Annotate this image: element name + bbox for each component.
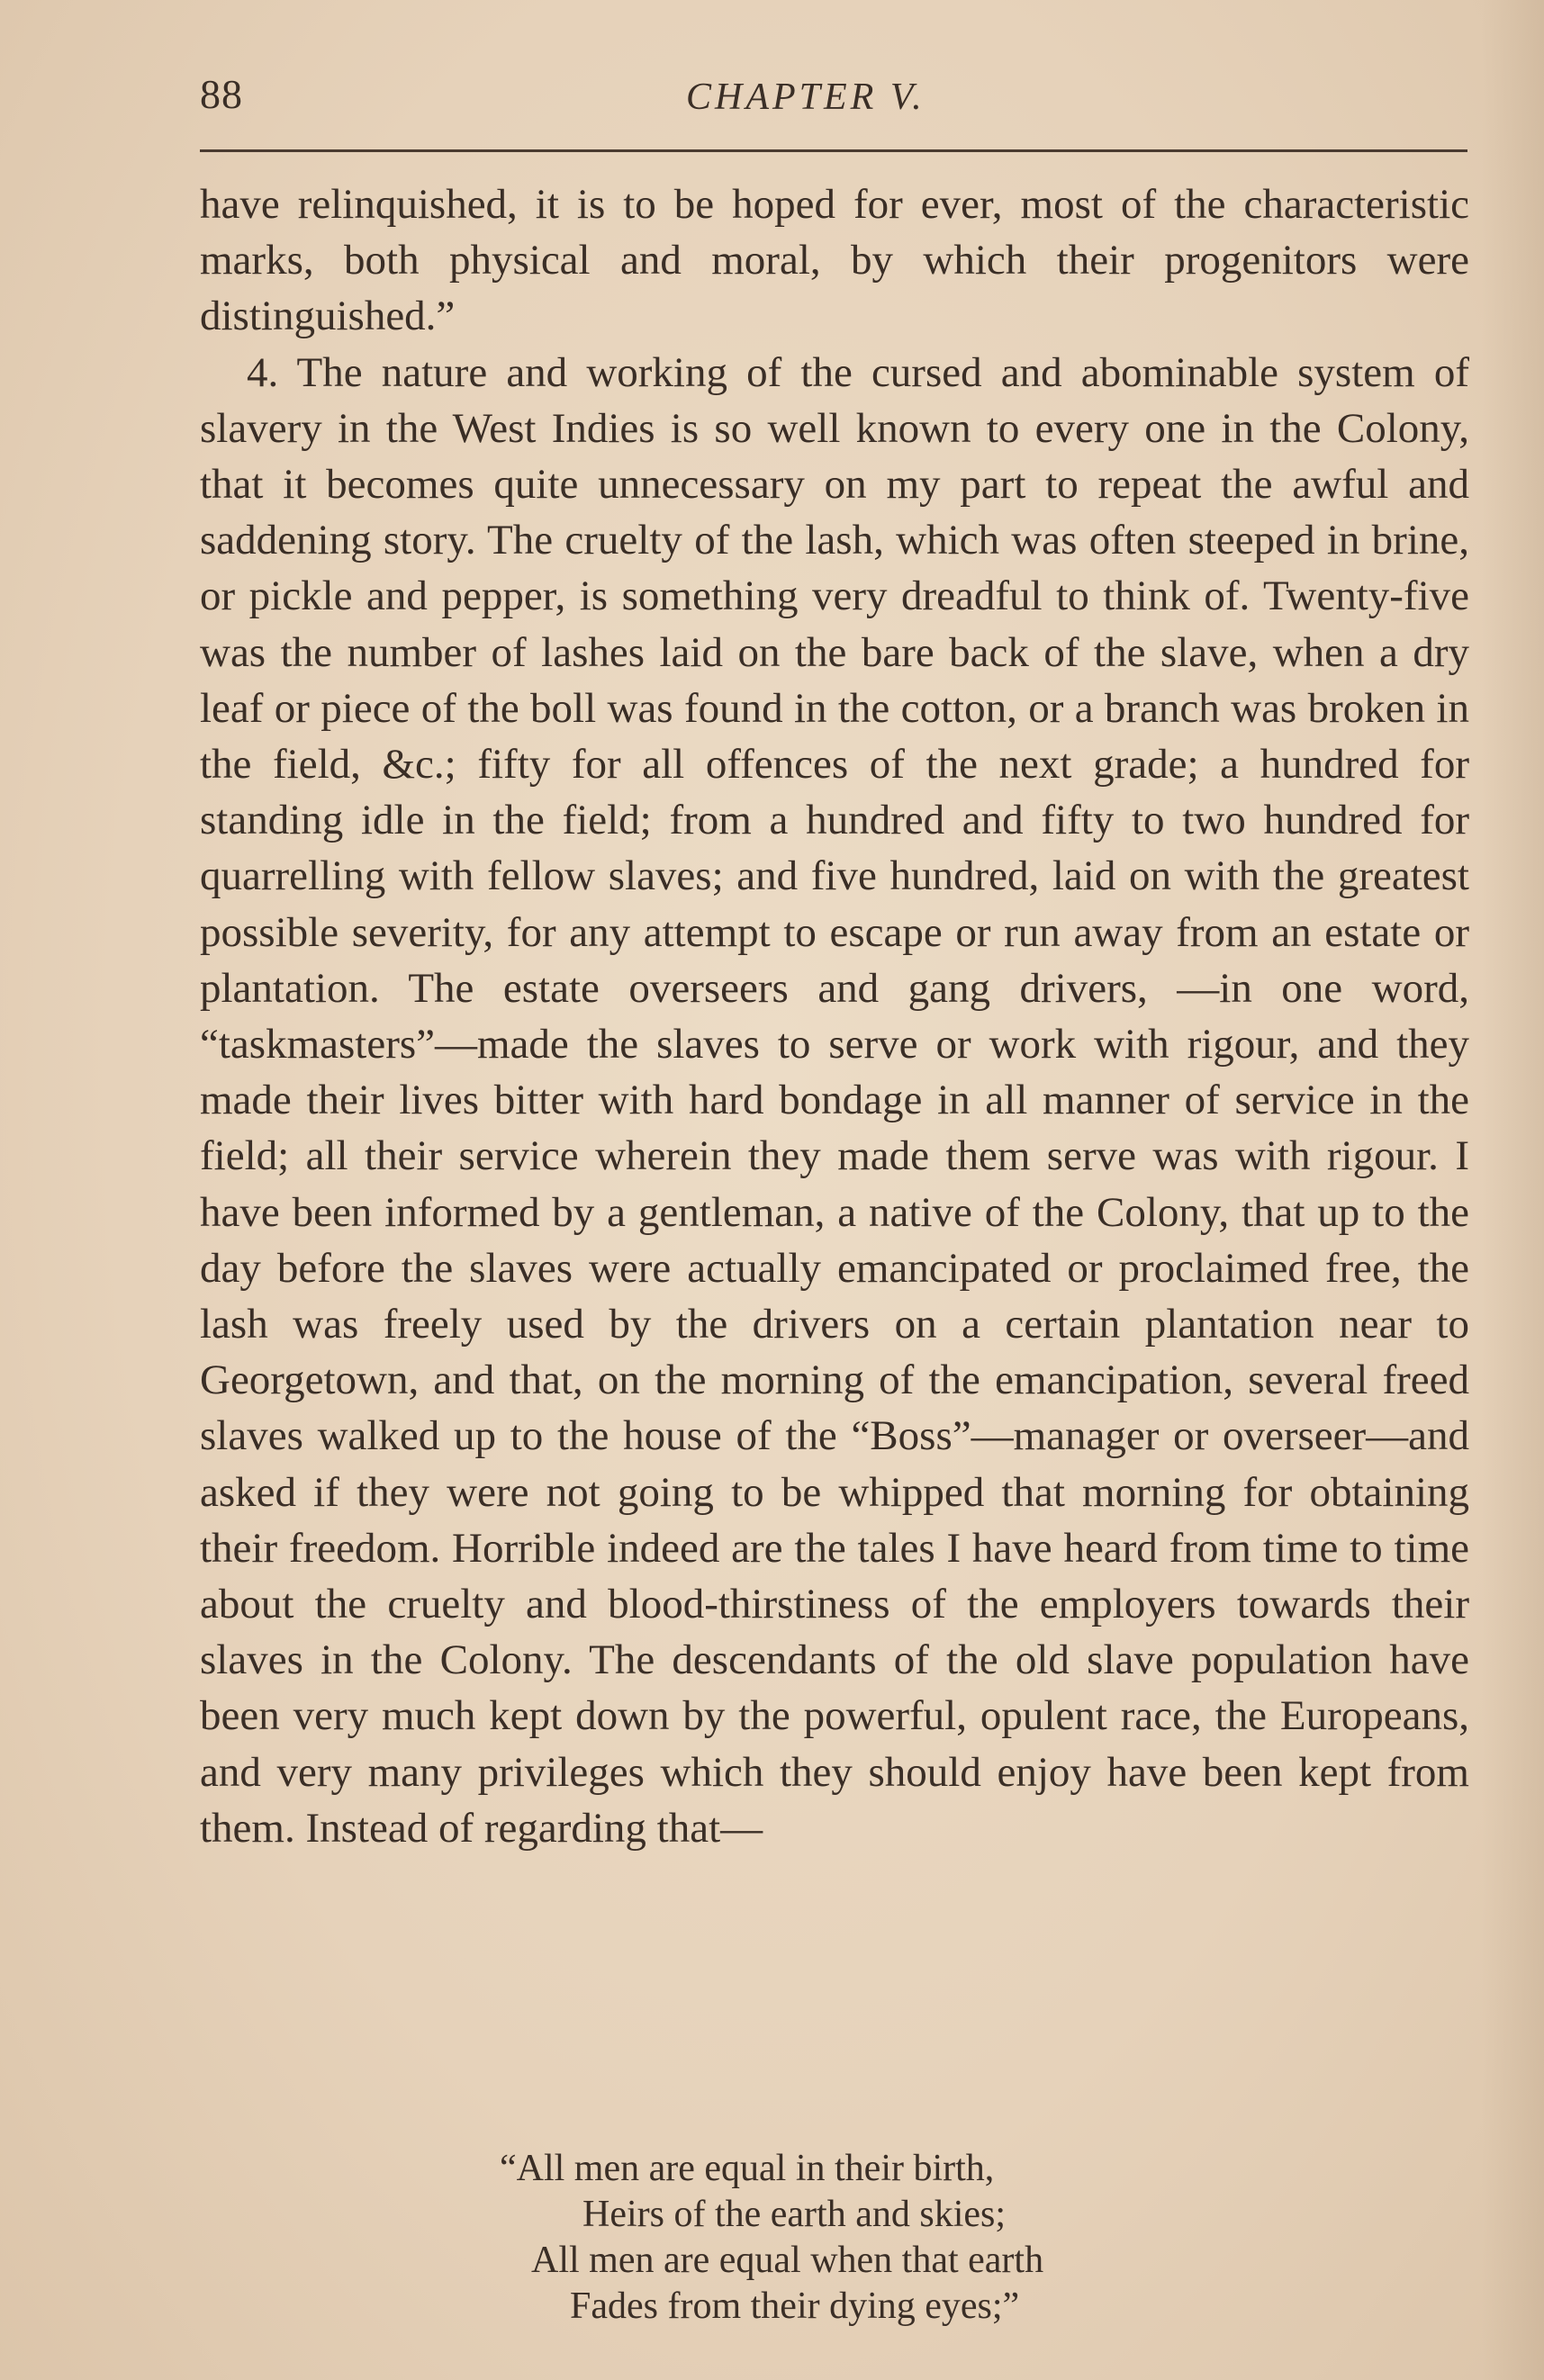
paragraph-continuation: have relinquished, it is to be hoped for ever, most of the characteristic marks, both physical and moral, by which their progenitors were distinguished.” [200,181,1469,340]
verse-line-1: “All men are equal in their birth, [500,2148,995,2189]
page-number: 88 [200,71,243,117]
verse-line-3: All men are equal when that earth [531,2240,1044,2281]
page-edge-shadow [1481,0,1544,2380]
running-head: CHAPTER V. [686,77,925,118]
body-text [200,176,1469,1856]
verse-line-4: Fades from their dying eyes;” [570,2285,1020,2327]
verse-quotation [500,2146,1043,2330]
header-rule [200,149,1467,152]
page-header [200,70,1467,133]
verse-line-2: Heirs of the earth and skies; [582,2194,1007,2235]
paragraph-4: 4. The nature and working of the cursed and abominable system of slavery in the West Indies is so well known to every one in the Colony, that it becomes quite unnecessary on my part to repeat the awful and saddening story. The cruelty of the lash, which was often steeped in brine, or pickle and pepper, is something very dreadful to think of. Twenty-five was the number of lashes laid on the bare back of the slave, when a dry leaf or piece of the boll was found in the cotton, or a branch was broken in the field, &c.; fifty for all offences of the next grade; a hundred for standing idle in the field; from a hundred and fifty to two hundred for quarrelling with fellow slaves; and five hundred, laid on with the greatest possible severity, for any attempt to escape or run away from an estate or plantation. The estate overseers and gang drivers, —in one word, “taskmasters”—made the slaves to serve or work with rigour, and they made their lives bitter with hard bondage in all manner of service in the field; all their service wherein they made them serve was with rigour. I have been informed by a gentleman, a native of the Colony, that up to the day before the slaves were actually emancipated or proclaimed free, the lash was freely used by the drivers on a certain plantation near to Georgetown, and that, on the morning of the emancipation, several freed slaves walked up to the house of the “Boss”—manager or overseer—and asked if they were not going to be whipped that morning for obtaining their freedom. Horrible indeed are the tales I have heard from time to time about the cruelty and blood-thirstiness of the employers towards their slaves in the Colony. The descendants of the old slave population have been very much kept down by the powerful, opulent race, the Europeans, and very many privileges which they should enjoy have been kept from them. Instead of regarding that— [200,348,1469,1852]
